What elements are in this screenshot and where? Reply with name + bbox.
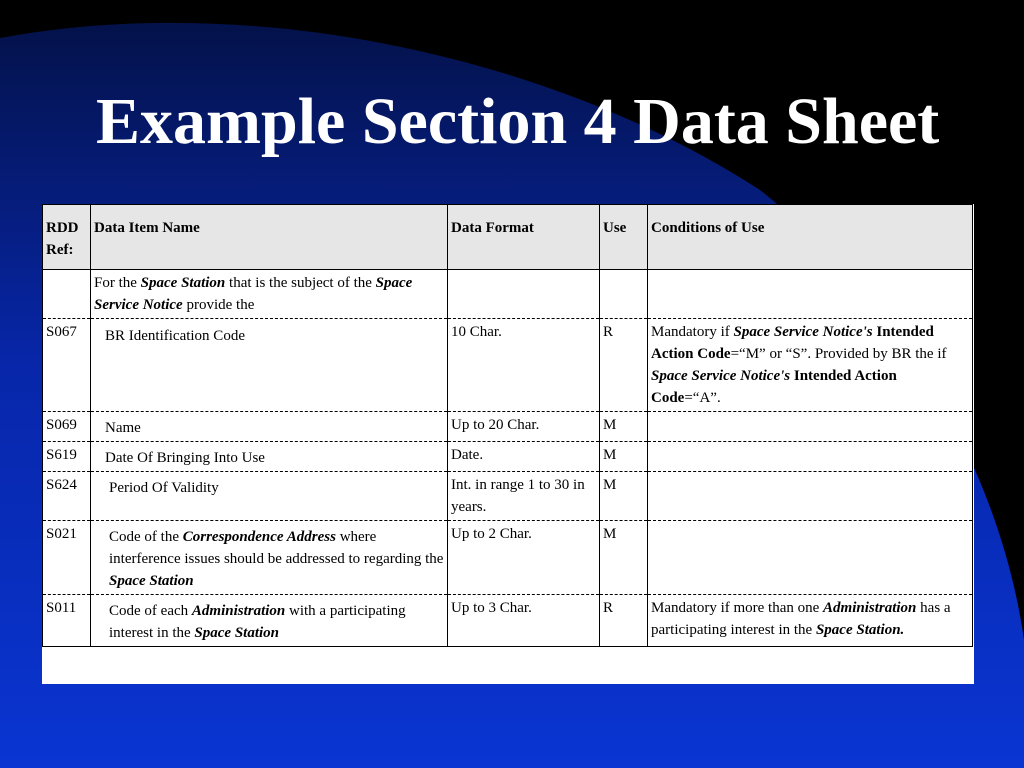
conditions-cell: Mandatory if Space Service Notice's Intended Action Code=“M” or “S”. Provided by BR the if Space Service Notice's Intended Action Code=“A”. <box>648 319 973 412</box>
data-format-cell: Int. in range 1 to 30 in years. <box>448 472 600 521</box>
rdd-ref-cell: S619 <box>43 442 91 472</box>
table-row <box>43 412 973 442</box>
header-data-format: Data Format <box>448 205 600 270</box>
rdd-ref-cell: S011 <box>43 595 91 647</box>
use-cell: M <box>600 472 648 521</box>
data-format-cell: Date. <box>448 442 600 472</box>
data-format-cell: Up to 20 Char. <box>448 412 600 442</box>
table-header-row <box>43 205 973 270</box>
data-item-name-cell: BR Identification Code <box>91 319 448 412</box>
data-sheet <box>42 204 974 684</box>
conditions-cell <box>648 442 973 472</box>
header-use: Use <box>600 205 648 270</box>
conditions-cell: Mandatory if more than one Administration has a participating interest in the Space Station. <box>648 595 973 647</box>
use-cell: M <box>600 442 648 472</box>
header-rdd-ref: RDD Ref: <box>43 205 91 270</box>
table-row <box>43 472 973 521</box>
rdd-ref-cell: S021 <box>43 521 91 595</box>
table-row <box>43 442 973 472</box>
data-item-name-cell: Period Of Validity <box>91 472 448 521</box>
table-intro-row <box>43 270 973 319</box>
slide-title: Example Section 4 Data Sheet <box>96 85 940 158</box>
data-item-name-cell: Name <box>91 412 448 442</box>
data-item-name-cell: Date Of Bringing Into Use <box>91 442 448 472</box>
intro-text: For the Space Station that is the subject of the Space Service Notice provide the <box>91 270 448 319</box>
header-data-item-name: Data Item Name <box>91 205 448 270</box>
use-cell: M <box>600 412 648 442</box>
table-row <box>43 319 973 412</box>
rdd-ref-cell: S069 <box>43 412 91 442</box>
table-row <box>43 521 973 595</box>
conditions-cell <box>648 412 973 442</box>
data-format-cell: 10 Char. <box>448 319 600 412</box>
data-format-cell: Up to 3 Char. <box>448 595 600 647</box>
data-item-name-cell: Code of the Correspondence Address where interference issues should be addressed to regarding the Space Station <box>91 521 448 595</box>
use-cell: R <box>600 595 648 647</box>
conditions-cell <box>648 472 973 521</box>
data-item-name-cell: Code of each Administration with a participating interest in the Space Station <box>91 595 448 647</box>
rdd-ref-cell: S624 <box>43 472 91 521</box>
rdd-ref-cell: S067 <box>43 319 91 412</box>
data-format-cell: Up to 2 Char. <box>448 521 600 595</box>
data-sheet-table <box>42 204 973 647</box>
header-conditions-of-use: Conditions of Use <box>648 205 973 270</box>
conditions-cell <box>648 521 973 595</box>
table-row <box>43 595 973 647</box>
use-cell: M <box>600 521 648 595</box>
use-cell: R <box>600 319 648 412</box>
